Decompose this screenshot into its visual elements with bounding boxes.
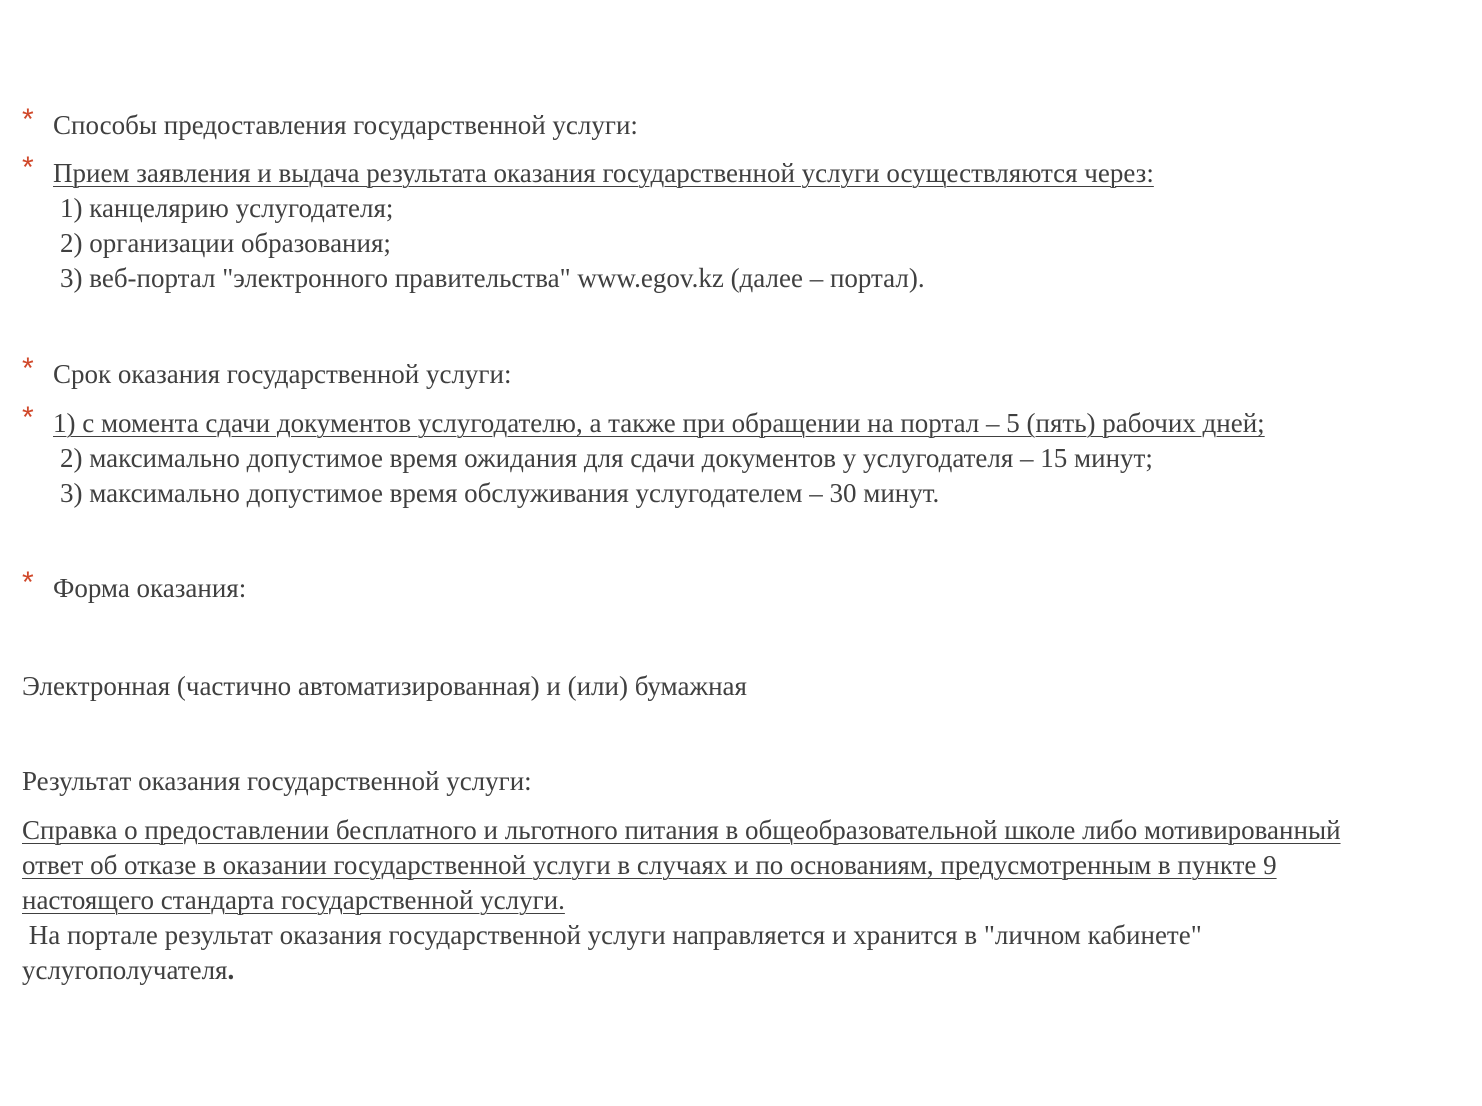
result-line-3: настоящего стандарта государственной услуги. [22, 885, 565, 915]
term-item-3: 3) максимально допустимое время обслуживания услугодателем – 30 минут. [60, 478, 940, 508]
methods-item-2: 2) организации образования; [60, 228, 391, 258]
methods-item-1: 1) канцелярию услугодателя; [60, 193, 394, 223]
result-portal-line-1: На портале результат оказания государственной услуги направляется и хранится в "личном кабинете" [22, 920, 1202, 950]
result-line-1: Справка о предоставлении бесплатного и льготного питания в общеобразовательной школе либо мотивированный [22, 815, 1341, 845]
methods-item-3: 3) веб-портал "электронного правительства" www.egov.kz (далее – портал). [60, 263, 925, 293]
asterisk-bullet-icon: * [22, 566, 34, 599]
result-line-2: ответ об отказе в оказании государственной услуги в случаях и по основаниям, предусмотренным в пункте 9 [22, 850, 1277, 880]
asterisk-bullet-icon: * [22, 103, 34, 136]
term-heading: Срок оказания государственной услуги: [53, 359, 512, 389]
form-heading: Форма оказания: [53, 573, 247, 603]
result-portal-end: . [227, 955, 235, 985]
form-value: Электронная (частично автоматизированная) и (или) бумажная [22, 671, 747, 701]
result-portal-line-2 [22, 957, 234, 984]
result-portal-text: услугополучателя [22, 955, 228, 985]
result-heading: Результат оказания государственной услуги: [22, 766, 532, 796]
methods-intro: Прием заявления и выдача результата оказания государственной услуги осуществляются через: [53, 158, 1154, 188]
term-item-2: 2) максимально допустимое время ожидания для сдачи документов у услугодателя – 15 минут; [60, 443, 1153, 473]
asterisk-bullet-icon: * [22, 151, 34, 184]
term-item-1: 1) с момента сдачи документов услугодателю, а также при обращении на портал – 5 (пять) рабочих дней; [53, 408, 1265, 438]
asterisk-bullet-icon: * [22, 352, 34, 385]
asterisk-bullet-icon: * [22, 401, 34, 434]
methods-heading: Способы предоставления государственной услуги: [53, 110, 638, 140]
